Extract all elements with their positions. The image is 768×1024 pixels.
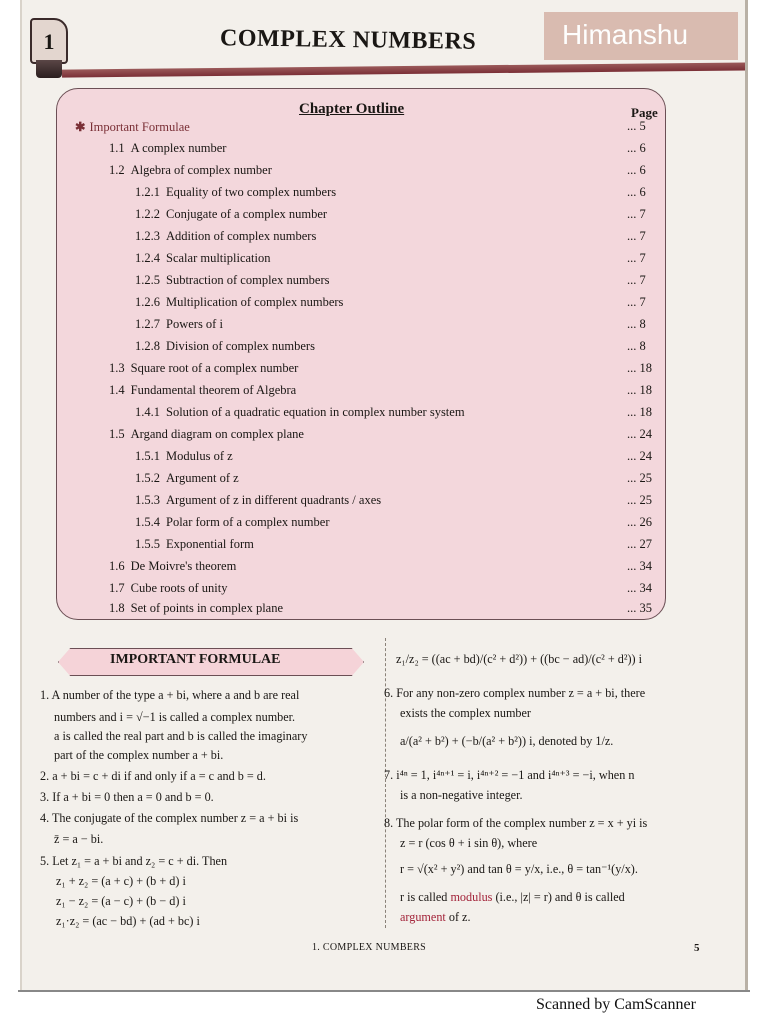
toc-entry-page: ... 34: [627, 559, 652, 573]
toc-entry-number: 1.2: [109, 163, 125, 177]
toc-entry-page: ... 6: [627, 141, 646, 155]
formula-5-quotient: z₁/z₂ = ((ac + bd)/(c² + d²)) + ((bc − ad)/(c² + d²)) i: [396, 652, 643, 666]
toc-entry-page: ... 8: [627, 317, 646, 331]
toc-entry-number: 1.5: [109, 427, 125, 441]
toc-entry: [135, 405, 657, 423]
toc-entry-title: Equality of two complex numbers: [166, 185, 337, 199]
toc-entry-title: Addition of complex numbers: [166, 229, 317, 243]
toc-entry: [109, 383, 657, 401]
toc-entry-page: ... 27: [627, 537, 652, 551]
page-number: 5: [694, 942, 700, 954]
toc-entry-title: Algebra of complex number: [130, 163, 272, 177]
toc-entry-title: Fundamental theorem of Algebra: [130, 383, 297, 397]
toc-entry: [135, 471, 657, 489]
toc-entry-title: Scalar multiplication: [166, 251, 271, 265]
toc-entry-number: 1.5.5: [135, 537, 160, 551]
toc-entry-title: Important Formulae: [89, 120, 190, 134]
toc-entry-page: ... 6: [627, 163, 646, 177]
toc-entry-page: ... 34: [627, 581, 652, 595]
formula-7-line-1: 7. i⁴ⁿ = 1, i⁴ⁿ⁺¹ = i, i⁴ⁿ⁺² = −1 and i⁴ⁿ⁺³ = −i, when n: [384, 768, 635, 782]
toc-entry: [109, 581, 657, 599]
toc-entry: [135, 251, 657, 269]
toc-entry: [109, 163, 657, 181]
toc-entry: [135, 273, 657, 291]
toc-entry: [135, 295, 657, 313]
toc-entry-number: 1.4: [109, 383, 125, 397]
toc-entry-title: Multiplication of complex numbers: [166, 295, 344, 309]
toc-entry-page: ... 18: [627, 383, 652, 397]
toc-entry-number: 1.2.5: [135, 273, 160, 287]
toc-entry-title: Polar form of a complex number: [166, 515, 330, 529]
toc-entry-page: ... 25: [627, 493, 652, 507]
formula-4-line-2: z̄ = a − bi.: [54, 832, 104, 846]
toc-entry-title: Conjugate of a complex number: [166, 207, 328, 221]
toc-entry: [135, 515, 657, 533]
outline-heading: Chapter Outline: [299, 101, 405, 117]
toc-entry: [109, 141, 657, 159]
toc-entry: [135, 317, 657, 335]
header-rule: [62, 62, 748, 77]
formulae-banner-label: IMPORTANT FORMULAE: [110, 652, 281, 667]
toc-entry-page: ... 18: [627, 361, 652, 375]
toc-entry: [135, 185, 657, 203]
toc-entry: [109, 601, 657, 619]
toc-entry-title: Square root of a complex number: [130, 361, 299, 375]
formula-5-product: z₁·z₂ = (ac − bd) + (ad + bc) i: [56, 914, 200, 928]
toc-entry-title: A complex number: [130, 141, 227, 155]
toc-entry-number: 1.2.8: [135, 339, 160, 353]
toc-entry-page: ... 7: [627, 229, 646, 243]
toc-entry-number: 1.2.6: [135, 295, 160, 309]
toc-entry-page: ... 7: [627, 207, 646, 221]
formula-6-line-1: 6. For any non-zero complex number z = a + bi, there: [384, 686, 646, 700]
formula-5-line-1: 5. Let z₁ = a + bi and z₂ = c + di. Then: [40, 854, 228, 868]
formula-8-line-5: [400, 908, 471, 926]
chapter-badge-tab: [36, 60, 62, 78]
toc-entry: [135, 537, 657, 555]
toc-entry-title: Set of points in complex plane: [130, 601, 284, 615]
toc-entry: [135, 449, 657, 467]
chapter-number-badge: [30, 18, 68, 64]
toc-entry-page: ... 24: [627, 427, 652, 441]
running-footer-title: 1. COMPLEX NUMBERS: [312, 942, 427, 953]
toc-entry-number: 1.1: [109, 141, 125, 155]
page-column-header: Page: [631, 105, 658, 120]
formula-2: 2. a + bi = c + di if and only if a = c and b = d.: [40, 769, 266, 783]
toc-entry-number: 1.2.4: [135, 251, 160, 265]
toc-entry-page: ... 8: [627, 339, 646, 353]
toc-entry: [135, 207, 657, 225]
formula-8-line-1: 8. The polar form of the complex number z = x + yi is: [384, 816, 648, 830]
toc-entry-page: ... 7: [627, 273, 646, 287]
toc-entry-page: ... 18: [627, 405, 652, 419]
toc-entry-title: Subtraction of complex numbers: [166, 273, 330, 287]
toc-entry-page: ... 7: [627, 251, 646, 265]
toc-entry-title: Modulus of z: [166, 449, 233, 463]
toc-entry: [135, 229, 657, 247]
formula-1-line-1: 1. A number of the type a + bi, where a and b are real: [40, 688, 300, 702]
formula-8-line-4: [400, 888, 625, 906]
toc-entry-page: ... 5: [627, 119, 646, 133]
toc-entry: [75, 119, 657, 137]
formula-8-line-2: z = r (cos θ + i sin θ), where: [400, 836, 538, 850]
star-bullet-icon: ✱: [75, 120, 86, 134]
argument-post: of z.: [448, 910, 471, 924]
toc-entry-title: Exponential form: [166, 537, 254, 551]
watermark-label: Himanshu: [544, 12, 738, 60]
toc-entry-number: 1.6: [109, 559, 125, 573]
formula-5-sum: z₁ + z₂ = (a + c) + (b + d) i: [56, 874, 186, 888]
toc-entry-number: 1.2.3: [135, 229, 160, 243]
toc-entry-title: De Moivre's theorem: [130, 559, 237, 573]
formula-4-line-1: 4. The conjugate of the complex number z = a + bi is: [40, 811, 299, 825]
toc-entry: [109, 361, 657, 379]
book-page: [20, 0, 748, 990]
modulus-pre: r is called: [400, 890, 448, 904]
formula-8-line-3: r = √(x² + y²) and tan θ = y/x, i.e., θ = tan⁻¹(y/x).: [400, 862, 638, 876]
toc-entry-title: Argument of z in different quadrants / axes: [166, 493, 382, 507]
toc-entry-number: 1.5.2: [135, 471, 160, 485]
toc-entry-title: Division of complex numbers: [166, 339, 315, 353]
toc-entry-page: ... 25: [627, 471, 652, 485]
toc-entry-title: Argand diagram on complex plane: [130, 427, 304, 441]
toc-entry-page: ... 24: [627, 449, 652, 463]
toc-entry-page: ... 35: [627, 601, 652, 615]
toc-entry-title: Argument of z: [166, 471, 239, 485]
toc-entry: [135, 493, 657, 511]
toc-entry-number: 1.3: [109, 361, 125, 375]
formula-1-line-4: part of the complex number a + bi.: [54, 748, 224, 762]
toc-entry-number: 1.5.3: [135, 493, 160, 507]
toc-entry-number: 1.4.1: [135, 405, 160, 419]
modulus-post: (i.e., |z| = r) and θ is called: [495, 890, 625, 904]
toc-entry-number: 1.8: [109, 601, 125, 615]
scanner-footer: Scanned by CamScanner: [536, 996, 696, 1013]
formula-1-line-3: a is called the real part and b is called the imaginary: [54, 729, 308, 743]
toc-entry: [109, 559, 657, 577]
toc-entry: [109, 427, 657, 445]
formula-5-difference: z₁ − z₂ = (a − c) + (b − d) i: [56, 894, 186, 908]
toc-entry-number: 1.2.7: [135, 317, 160, 331]
formula-7-line-2: is a non-negative integer.: [400, 788, 523, 802]
formula-6-line-2: exists the complex number: [400, 706, 531, 720]
toc-entry: [135, 339, 657, 357]
toc-entry-number: 1.5.1: [135, 449, 160, 463]
toc-entry-title: Powers of i: [166, 317, 223, 331]
scan-bottom-rule: [18, 990, 750, 992]
chapter-title: COMPLEX NUMBERS: [219, 25, 477, 55]
formula-1-line-2: numbers and i = √−1 is called a complex number.: [54, 710, 296, 724]
toc-entry-number: 1.5.4: [135, 515, 160, 529]
chapter-number: 1: [43, 29, 55, 54]
formula-3: 3. If a + bi = 0 then a = 0 and b = 0.: [40, 790, 214, 804]
toc-entry-title: Solution of a quadratic equation in complex number system: [166, 405, 465, 419]
toc-entry-number: 1.2.2: [135, 207, 160, 221]
chapter-outline-box: [56, 88, 666, 620]
toc-entry-title: Cube roots of unity: [130, 581, 228, 595]
argument-term: argument: [400, 910, 446, 924]
modulus-term: modulus: [450, 890, 493, 904]
formula-6-line-3: a/(a² + b²) + (−b/(a² + b²)) i, denoted by 1/z.: [400, 734, 614, 748]
toc-entry-number: 1.7: [109, 581, 125, 595]
toc-entry-page: ... 26: [627, 515, 652, 529]
toc-entry-number: 1.2.1: [135, 185, 160, 199]
toc-entry-page: ... 6: [627, 185, 646, 199]
toc-entry-page: ... 7: [627, 295, 646, 309]
